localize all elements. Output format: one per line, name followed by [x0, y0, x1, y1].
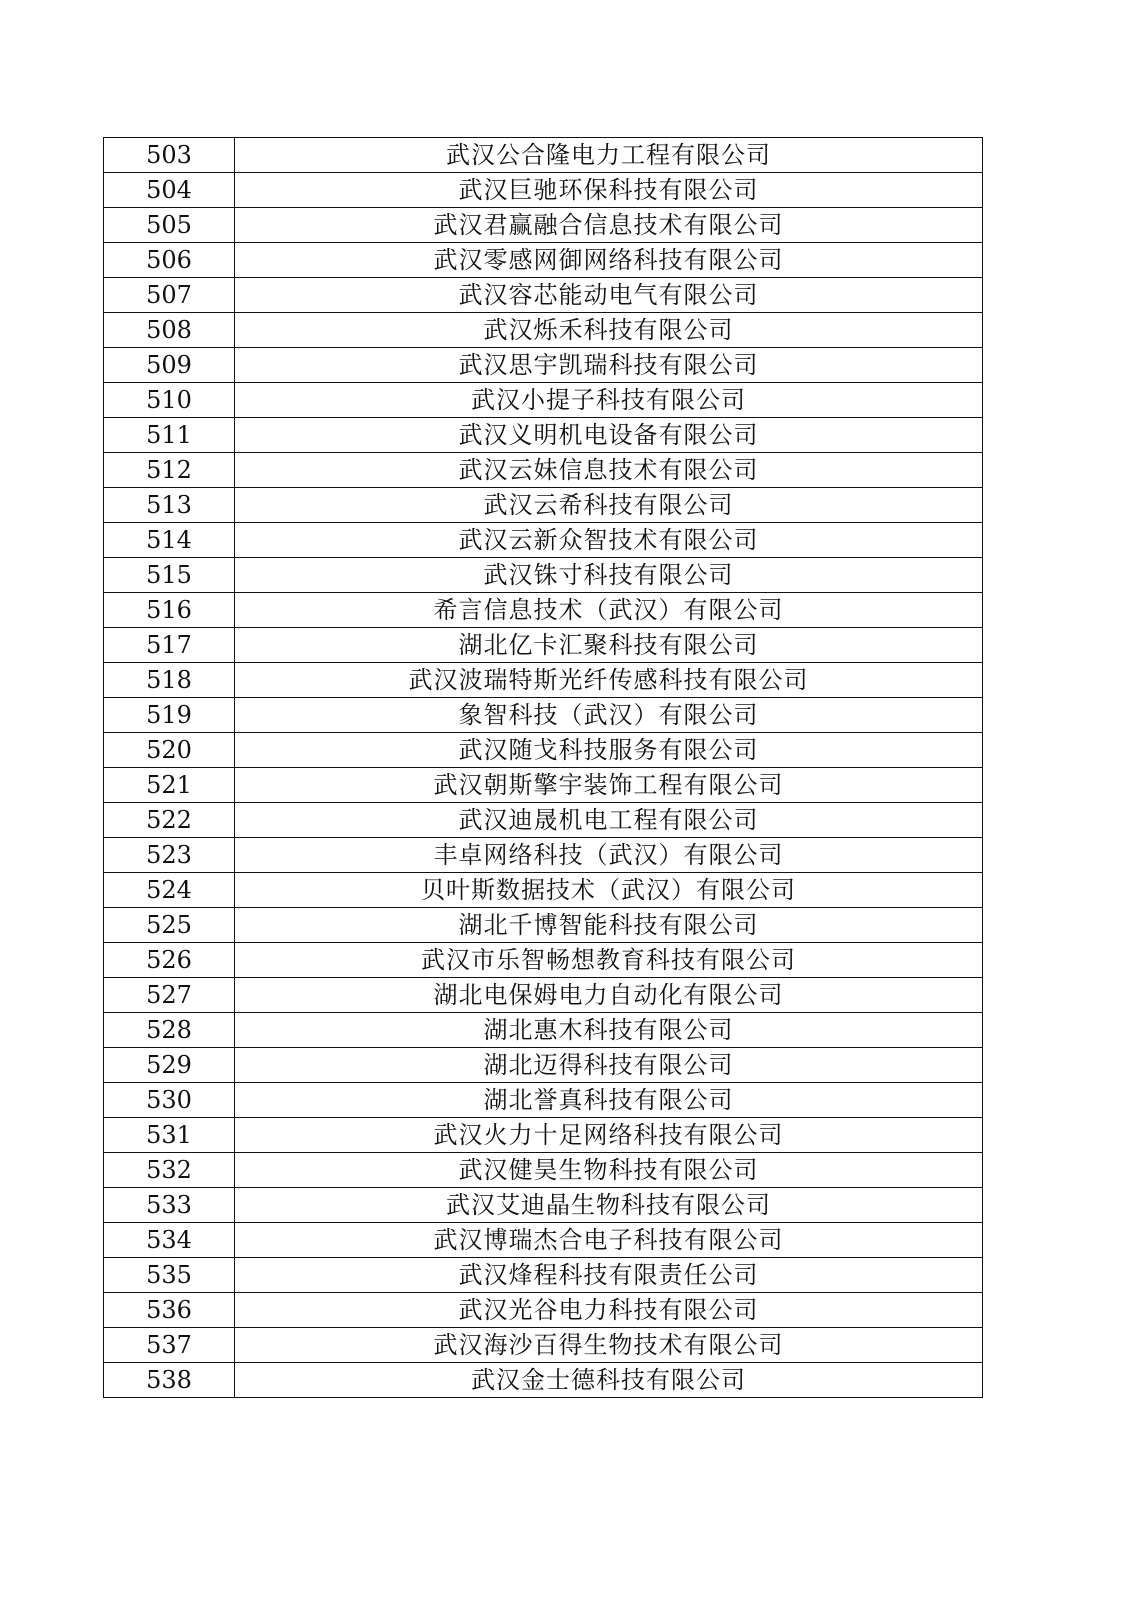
row-number-cell: 533: [104, 1188, 235, 1223]
company-name-cell: 武汉光谷电力科技有限公司: [235, 1293, 983, 1328]
row-number-cell: 538: [104, 1363, 235, 1398]
table-row: [104, 1083, 983, 1118]
company-name-cell: 武汉铢寸科技有限公司: [235, 558, 983, 593]
company-name-cell: 希言信息技术（武汉）有限公司: [235, 593, 983, 628]
row-number-cell: 532: [104, 1153, 235, 1188]
table-row: [104, 768, 983, 803]
row-number-cell: 512: [104, 453, 235, 488]
table-row: [104, 908, 983, 943]
table-row: [104, 593, 983, 628]
company-name-cell: 武汉巨驰环保科技有限公司: [235, 173, 983, 208]
row-number-cell: 519: [104, 698, 235, 733]
row-number-cell: 508: [104, 313, 235, 348]
company-list-body: [104, 138, 983, 1398]
row-number-cell: 518: [104, 663, 235, 698]
company-name-cell: 武汉随戈科技服务有限公司: [235, 733, 983, 768]
row-number-cell: 510: [104, 383, 235, 418]
company-name-cell: 武汉君赢融合信息技术有限公司: [235, 208, 983, 243]
row-number-cell: 525: [104, 908, 235, 943]
table-row: [104, 1293, 983, 1328]
row-number-cell: 509: [104, 348, 235, 383]
row-number-cell: 520: [104, 733, 235, 768]
row-number-cell: 530: [104, 1083, 235, 1118]
company-name-cell: 武汉波瑞特斯光纤传感科技有限公司: [235, 663, 983, 698]
row-number-cell: 513: [104, 488, 235, 523]
row-number-cell: 536: [104, 1293, 235, 1328]
company-name-cell: 湖北电保姆电力自动化有限公司: [235, 978, 983, 1013]
table-row: [104, 383, 983, 418]
table-row: [104, 1363, 983, 1398]
table-row: [104, 418, 983, 453]
table-row: [104, 663, 983, 698]
company-name-cell: 武汉云妹信息技术有限公司: [235, 453, 983, 488]
table-row: [104, 733, 983, 768]
company-name-cell: 武汉思宇凯瑞科技有限公司: [235, 348, 983, 383]
row-number-cell: 535: [104, 1258, 235, 1293]
row-number-cell: 524: [104, 873, 235, 908]
row-number-cell: 527: [104, 978, 235, 1013]
company-name-cell: 丰卓网络科技（武汉）有限公司: [235, 838, 983, 873]
company-name-cell: 武汉海沙百得生物技术有限公司: [235, 1328, 983, 1363]
company-name-cell: 武汉金士德科技有限公司: [235, 1363, 983, 1398]
row-number-cell: 515: [104, 558, 235, 593]
table-row: [104, 978, 983, 1013]
company-name-cell: 武汉市乐智畅想教育科技有限公司: [235, 943, 983, 978]
table-row: [104, 1223, 983, 1258]
table-row: [104, 488, 983, 523]
company-name-cell: 武汉零感网御网络科技有限公司: [235, 243, 983, 278]
company-name-cell: 武汉云新众智技术有限公司: [235, 523, 983, 558]
row-number-cell: 537: [104, 1328, 235, 1363]
company-list-table: [103, 137, 983, 1398]
table-row: [104, 558, 983, 593]
row-number-cell: 531: [104, 1118, 235, 1153]
table-row: [104, 873, 983, 908]
row-number-cell: 505: [104, 208, 235, 243]
row-number-cell: 506: [104, 243, 235, 278]
company-name-cell: 武汉公合隆电力工程有限公司: [235, 138, 983, 173]
row-number-cell: 526: [104, 943, 235, 978]
row-number-cell: 528: [104, 1013, 235, 1048]
company-name-cell: 贝叶斯数据技术（武汉）有限公司: [235, 873, 983, 908]
row-number-cell: 511: [104, 418, 235, 453]
company-name-cell: 武汉义明机电设备有限公司: [235, 418, 983, 453]
table-row: [104, 138, 983, 173]
row-number-cell: 517: [104, 628, 235, 663]
company-name-cell: 武汉小提子科技有限公司: [235, 383, 983, 418]
company-name-cell: 武汉艾迪晶生物科技有限公司: [235, 1188, 983, 1223]
row-number-cell: 534: [104, 1223, 235, 1258]
row-number-cell: 503: [104, 138, 235, 173]
company-name-cell: 湖北亿卡汇聚科技有限公司: [235, 628, 983, 663]
row-number-cell: 522: [104, 803, 235, 838]
row-number-cell: 514: [104, 523, 235, 558]
table-row: [104, 943, 983, 978]
company-name-cell: 武汉朝斯擎宇装饰工程有限公司: [235, 768, 983, 803]
company-name-cell: 湖北迈得科技有限公司: [235, 1048, 983, 1083]
row-number-cell: 516: [104, 593, 235, 628]
table-row: [104, 1328, 983, 1363]
table-row: [104, 523, 983, 558]
row-number-cell: 529: [104, 1048, 235, 1083]
table-row: [104, 348, 983, 383]
company-name-cell: 湖北千博智能科技有限公司: [235, 908, 983, 943]
company-name-cell: 象智科技（武汉）有限公司: [235, 698, 983, 733]
row-number-cell: 504: [104, 173, 235, 208]
company-name-cell: 武汉火力十足网络科技有限公司: [235, 1118, 983, 1153]
table-row: [104, 1118, 983, 1153]
table-row: [104, 208, 983, 243]
table-row: [104, 1013, 983, 1048]
table-row: [104, 313, 983, 348]
table-row: [104, 453, 983, 488]
company-name-cell: 武汉烁禾科技有限公司: [235, 313, 983, 348]
table-row: [104, 1258, 983, 1293]
company-name-cell: 武汉容芯能动电气有限公司: [235, 278, 983, 313]
table-row: [104, 803, 983, 838]
table-row: [104, 628, 983, 663]
table-row: [104, 838, 983, 873]
company-name-cell: 武汉云希科技有限公司: [235, 488, 983, 523]
company-name-cell: 湖北誉真科技有限公司: [235, 1083, 983, 1118]
table-row: [104, 1188, 983, 1223]
company-name-cell: 武汉博瑞杰合电子科技有限公司: [235, 1223, 983, 1258]
table-row: [104, 173, 983, 208]
row-number-cell: 507: [104, 278, 235, 313]
company-name-cell: 武汉健昊生物科技有限公司: [235, 1153, 983, 1188]
table-row: [104, 1048, 983, 1083]
row-number-cell: 523: [104, 838, 235, 873]
row-number-cell: 521: [104, 768, 235, 803]
table-row: [104, 278, 983, 313]
table-row: [104, 243, 983, 278]
company-name-cell: 武汉迪晟机电工程有限公司: [235, 803, 983, 838]
table-row: [104, 1153, 983, 1188]
table-row: [104, 698, 983, 733]
company-name-cell: 湖北惠木科技有限公司: [235, 1013, 983, 1048]
company-name-cell: 武汉烽程科技有限责任公司: [235, 1258, 983, 1293]
